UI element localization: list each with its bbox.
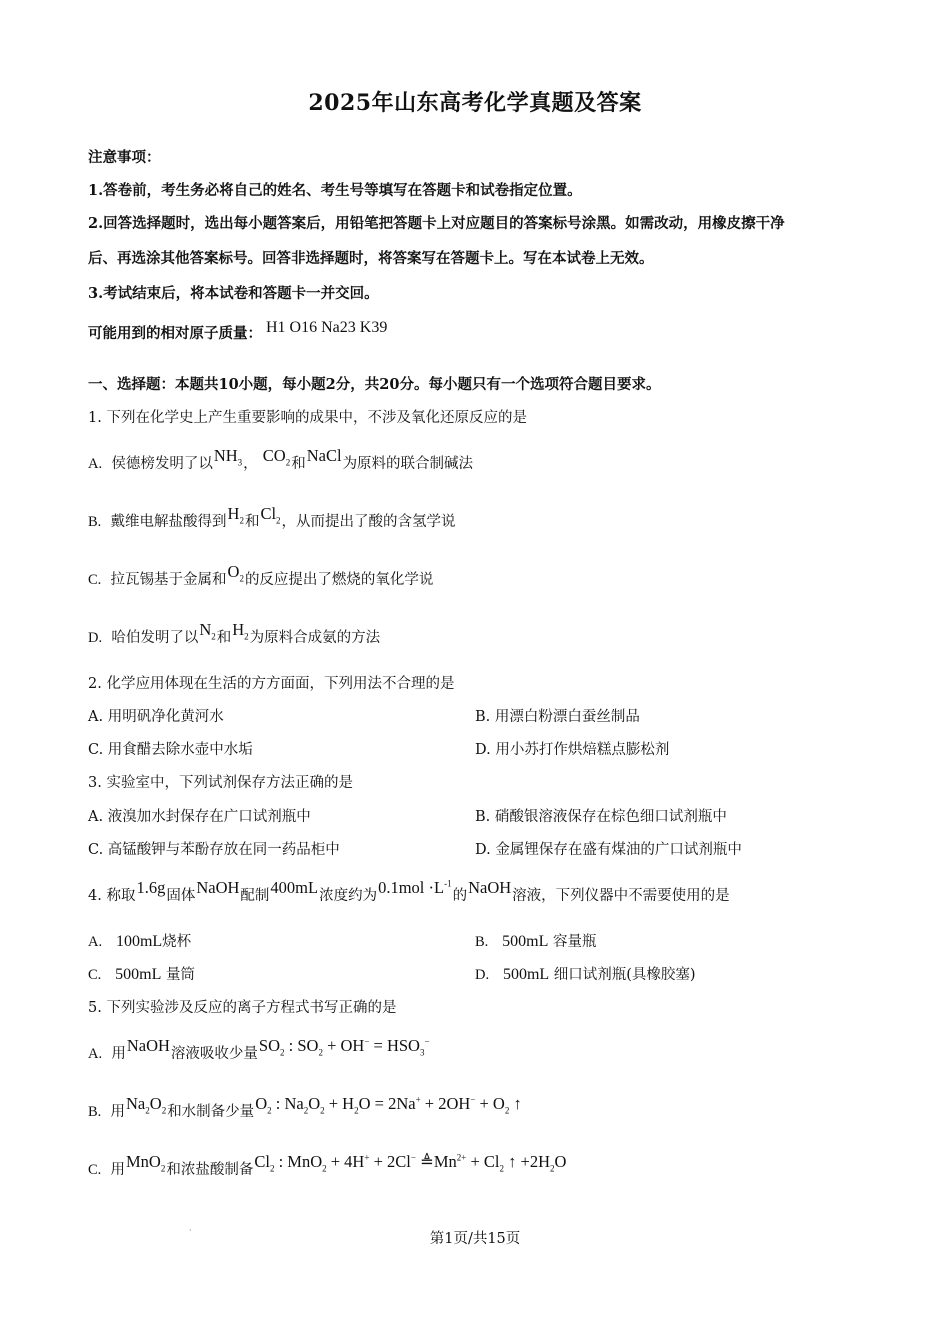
q2-option-d: D. 用小苏打作烘焙糕点膨松剂 (475, 742, 670, 758)
q5-stem: 5. 下列实验涉及反应的离子方程式书写正确的是 (88, 1000, 397, 1016)
page-number: 第1页/共15页 (429, 1231, 521, 1247)
formula-naoh: NaOH (126, 1036, 170, 1055)
q5-option-c: C. 用MnO$_2$和浓盐酸制备$Cl_2$ : MnO$_2$ + 4H+ + 2Cl− $≜Mn^{2+} + Cl_2$ ↑ $+2H_2O$ (88, 1152, 567, 1178)
q2-option-c: C. 用食醋去除水壶中水垢 (88, 742, 253, 758)
notice-item-1: 1.答卷前，考生务必将自己的姓名、考生号等填写在答题卡和试卷指定位置。 (88, 182, 582, 199)
atomic-mass-line (88, 319, 388, 343)
formula-o2: $O_2$ (227, 562, 244, 584)
q3-option-c: C. 高锰酸钾与苯酚存放在同一药品柜中 (88, 842, 340, 858)
formula-h2: $H_2$ (227, 504, 244, 526)
notice-item-2: 2.回答选择题时，选出每小题答案后，用铅笔把答题卡上对应题目的答案标号涂黑。如需改动，用橡皮擦干净 (88, 215, 785, 232)
q1-option-a: A. 侯德榜发明了以$NH_3$， $CO_2$和NaCl为原料的联合制碱法 (88, 446, 474, 472)
concentration-value: $0.1mol \cdot L^{-1}$ (378, 878, 452, 897)
q3-option-d: D. 金属锂保存在盛有煤油的广口试剂瓶中 (475, 842, 742, 858)
equation-a: $SO_2$ : $SO_2 + OH^- = HSO_3^-$ (258, 1036, 430, 1058)
formula-naoh: NaOH (468, 878, 512, 897)
notice-item-2-cont: 后、再选涂其他答案标号。回答非选择题时，将答案写在答题卡上。写在本试卷上无效。 (88, 250, 654, 267)
formula-na2o2: $Na_2O_2$ (126, 1094, 167, 1116)
q4-option-b: B. 500mL 容量瓶 (475, 933, 597, 950)
q4-stem: 4. 称取1.6g固体NaOH配制400mL浓度约为$0.1mol \cdot L^{-1}$的NaOH溶液，下列仪器中不需要使用的是 (88, 878, 730, 904)
equation-b: $O_2$ : $Na_2O_2 + H_2O = 2Na^+ + 2OH^- + O_2$ ↑ (255, 1094, 522, 1116)
page-title: 2025年山东高考化学真题及答案 (308, 90, 642, 116)
q1-stem: 1. 下列在化学史上产生重要影响的成果中，不涉及氧化还原反应的是 (88, 410, 527, 426)
q2-stem: 2. 化学应用体现在生活的方方面面，下列用法不合理的是 (88, 676, 455, 692)
q3-option-b: B. 硝酸银溶液保存在棕色细口试剂瓶中 (475, 809, 727, 825)
q3-stem: 3. 实验室中，下列试剂保存方法正确的是 (88, 775, 353, 791)
section-heading-choice: 一、选择题：本题共10小题，每小题2分，共20分。每小题只有一个选项符合题目要求。 (88, 376, 661, 393)
q1-option-d: D. 哈伯发明了以$N_2$和$H_2$为原料合成氨的方法 (88, 620, 381, 646)
q4-option-d: D. 500mL 细口试剂瓶(具橡胶塞) (475, 966, 696, 983)
q2-option-a: A. 用明矾净化黄河水 (88, 709, 224, 725)
footer-mark: · (189, 1226, 192, 1235)
formula-mno2: MnO$_2$ (126, 1152, 166, 1174)
formula-nacl: NaCl (306, 446, 342, 465)
formula-h2: $H_2$ (232, 620, 249, 642)
q1-option-b: B. 戴维电解盐酸得到$H_2$和$Cl_2$，从而提出了酸的含氢学说 (88, 504, 456, 530)
notice-item-3: 3.考试结束后，将本试卷和答题卡一并交回。 (88, 285, 379, 302)
q3-option-a: A. 液溴加水封保存在广口试剂瓶中 (88, 809, 311, 825)
q5-option-a: A. 用NaOH溶液吸收少量$SO_2$ : $SO_2 + OH^- = HSO_3^-$ (88, 1036, 430, 1062)
atomic-mass-label: 可能用到的相对原子质量： (88, 325, 262, 342)
formula-co2: $CO_2$ (258, 446, 291, 468)
notice-heading: 注意事项： (88, 149, 161, 166)
equation-c: $Cl_2$ : MnO$_2$ + 4H+ + 2Cl− $≜Mn^{2+} + Cl_2$ ↑ $+2H_2O$ (254, 1152, 567, 1174)
formula-cl2: $Cl_2$ (260, 504, 281, 526)
formula-nh3: $NH_3$ (213, 446, 243, 468)
q4-option-a: A. 100mL烧杯 (88, 933, 192, 950)
atomic-mass-values: H1 O16 Na23 K39 (266, 319, 388, 336)
q2-option-b: B. 用漂白粉漂白蚕丝制品 (475, 709, 640, 725)
q5-option-b: B. 用$Na_2O_2$和水制备少量$O_2$ : $Na_2O_2 + H_2O = 2Na^+ + 2OH^- + O_2$ ↑ (88, 1094, 522, 1120)
q4-option-c: C. 500mL 量筒 (88, 966, 195, 983)
formula-naoh: NaOH (196, 878, 240, 897)
formula-n2: $N_2$ (199, 620, 216, 642)
q1-option-c: C. 拉瓦锡基于金属和$O_2$的反应提出了燃烧的氧化学说 (88, 562, 434, 588)
